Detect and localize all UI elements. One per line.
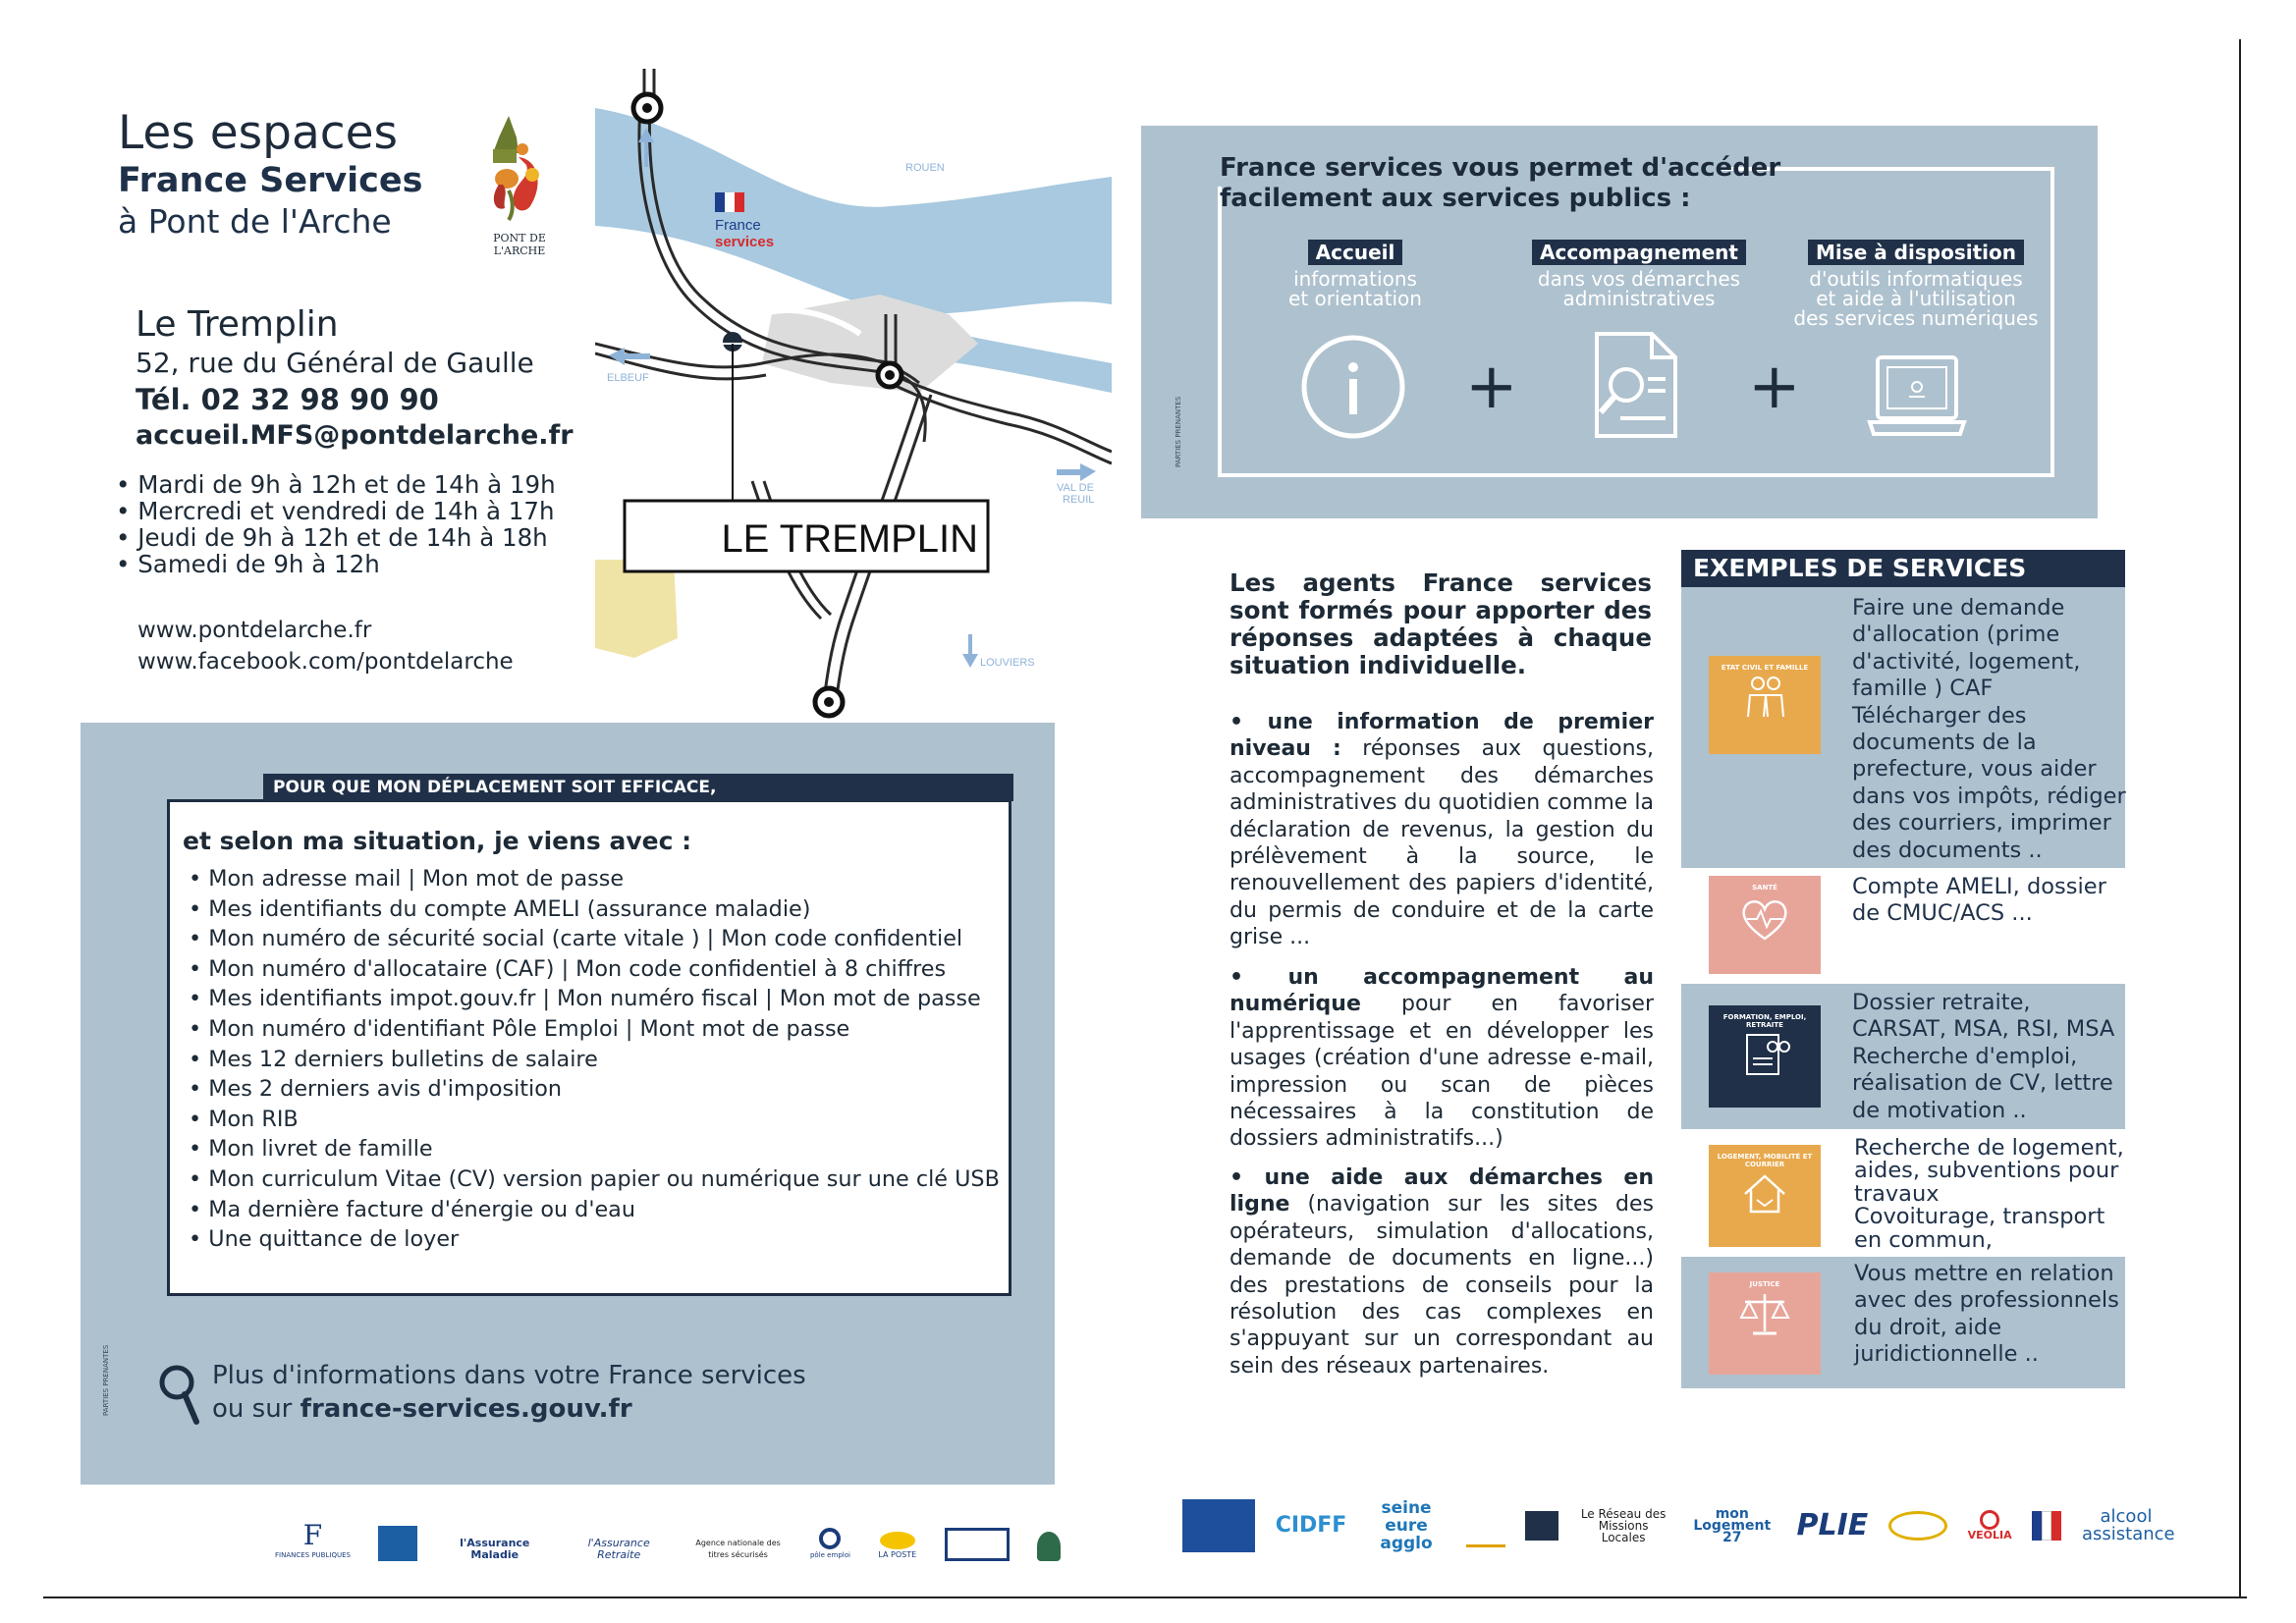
- service-desc: d'outils informatiques et aide à l'utilisation des services numériques: [1793, 267, 2039, 330]
- justice-logo: [1037, 1532, 1061, 1561]
- hours-item: • Samedi de 9h à 12h: [116, 551, 556, 577]
- service-desc: dans vos démarches administratives: [1537, 267, 1741, 310]
- assurance-maladie-logo: l'Assurance Maladie: [460, 1537, 530, 1561]
- heart-icon: [1737, 892, 1792, 947]
- la-poste-logo: LA POSTE: [878, 1532, 916, 1561]
- agents-intro: Les agents France services sont formés pour apporter des réponses adaptées à chaque situation individuelle.: [1230, 568, 1652, 679]
- list-item: • Ma dernière facture d'énergie ou d'eau: [189, 1195, 1000, 1225]
- list-item: • Une quittance de loyer: [189, 1224, 1000, 1255]
- list-item: • Mon livret de famille: [189, 1134, 1000, 1164]
- agents-point: • une aide aux démarches en ligne (navigation sur les sites des opérateurs, simulation d'allocations, demande de documents en ligne...) des prestations de conseils pour la résolution des cas complexes en s'appuyant sur un correspondant au sein des réseaux partenaires.: [1230, 1165, 1654, 1379]
- checklist-subheading: et selon ma situation, je viens avec :: [183, 827, 692, 855]
- example-text: Compte AMELI, dossier de CMUC/ACS ...: [1852, 874, 2106, 927]
- agents-point: • une information de premier niveau : réponses aux questions, accompagnement des démarches administratives du quotidien comme la déclaration de revenus, la gestion du prélèvement à la source, le renouvellement des papiers d'identité, du permis de conduire et de la carte grise ...: [1230, 710, 1654, 950]
- service-accueil: [1277, 240, 1434, 308]
- street-address: 52, rue du Général de Gaulle: [136, 347, 534, 379]
- veolia-logo: VEOLIA: [1968, 1510, 2012, 1542]
- heading-line-3: à Pont de l'Arche: [118, 202, 392, 241]
- document-search-icon: [1591, 330, 1681, 440]
- service-label: Mise à disposition: [1808, 240, 2024, 265]
- info-icon: [1298, 332, 1408, 442]
- partner-blue-logo: [1182, 1499, 1255, 1552]
- heading-line-2: France Services: [118, 161, 423, 200]
- partner-yellow-logo: [1888, 1511, 1947, 1541]
- list-item: • Mes identifiants impot.gouv.fr | Mon numéro fiscal | Mon mot de passe: [189, 984, 1000, 1014]
- website-link[interactable]: www.pontdelarche.fr: [137, 618, 372, 643]
- list-item: • Mon curriculum Vitae (CV) version papier ou numérique sur une clé USB: [189, 1164, 1000, 1195]
- checklist-heading: POUR QUE MON DÉPLACEMENT SOIT EFFICACE,: [263, 774, 1013, 801]
- page-border-right: [2239, 39, 2241, 1598]
- example-category-tile: FORMATION, EMPLOI, RETRAITE: [1709, 1005, 1821, 1108]
- document-list: [189, 864, 1000, 1255]
- label-val-de-reuil: VAL DE: [1057, 482, 1094, 494]
- hours-item: • Jeudi de 9h à 12h et de 14h à 18h: [116, 524, 556, 551]
- caf-logo: [378, 1526, 417, 1561]
- list-item: • Mon numéro d'identifiant Pôle Emploi | Mont mot de passe: [189, 1014, 1000, 1045]
- vertical-caption: PARTIES PRENANTES: [1175, 396, 1182, 467]
- services-title: France services vous permet d'accéder facilement aux services publics :: [1220, 153, 1781, 213]
- laptop-icon: [1866, 352, 1968, 440]
- service-label: Accueil: [1308, 240, 1403, 265]
- logo-caption: PONT DE L'ARCHE: [493, 232, 546, 257]
- ch-logo: [1525, 1511, 1558, 1541]
- map-brand-line2: services: [715, 234, 775, 250]
- arrow-down-icon: [962, 634, 978, 668]
- map-brand-line1: France: [715, 217, 761, 234]
- phone-number: Tél. 02 32 98 90 90: [136, 383, 439, 416]
- hours-item: • Mardi de 9h à 12h et de 14h à 19h: [116, 471, 556, 498]
- missions-locales-logo: Le Réseau des Missions Locales: [1580, 1507, 1667, 1544]
- france-services-link[interactable]: france-services.gouv.fr: [300, 1394, 632, 1424]
- plie-logo: PLIE: [1796, 1508, 1869, 1542]
- examples-heading: EXEMPLES DE SERVICES: [1681, 550, 2125, 587]
- list-item: • Mon adresse mail | Mon mot de passe: [189, 864, 1000, 894]
- venue-name: Le Tremplin: [136, 304, 339, 345]
- partners-left: [275, 1502, 1061, 1561]
- service-accompagnement: [1526, 240, 1752, 308]
- hours-item: • Mercredi et vendredi de 14h à 17h: [116, 498, 556, 524]
- pole-emploi-logo: pôle emploi: [810, 1528, 850, 1561]
- example-text: Faire une demande d'allocation (prime d'activité, logement, famille ) CAF Télécharger des documents de la prefecture, vous aider dans vos impôts, rédiger des courriers, imprimer des documents ..: [1852, 595, 2126, 863]
- example-text: Recherche de logement, aides, subventions pour travaux Covoiturage, transport en commun,: [1854, 1135, 2124, 1253]
- family-icon: [1740, 672, 1789, 721]
- heading-line-1: Les espaces: [118, 106, 398, 160]
- location-map: [595, 69, 1112, 722]
- address-block: [136, 304, 574, 451]
- river: [595, 108, 1112, 314]
- websites: [137, 615, 514, 677]
- service-desc: informations et orientation: [1288, 267, 1422, 310]
- email-address[interactable]: accueil.MFS@pontdelarche.fr: [136, 420, 574, 451]
- plus-sign: +: [1465, 351, 1518, 423]
- assurance-retraite-logo: l'Assurance Retraite: [587, 1537, 650, 1561]
- example-text: Vous mettre en relation avec des professionnels du droit, aide juridictionnelle ..: [1854, 1261, 2119, 1368]
- partners-right: [1182, 1492, 2175, 1559]
- msa-logo: [945, 1528, 1010, 1561]
- label-louviers: LOUVIERS: [980, 657, 1035, 669]
- alcool-assistance-logo: alcool assistance: [2081, 1506, 2175, 1544]
- arrow-right-icon: [1057, 463, 1096, 481]
- list-item: • Mes identifiants du compte AMELI (assurance maladie): [189, 894, 1000, 925]
- example-category-tile: SANTÉ: [1709, 876, 1821, 974]
- seine-eure-logo: seine eure agglo: [1380, 1498, 1433, 1553]
- magnifier-icon: [157, 1363, 202, 1426]
- example-category-tile: LOGEMENT, MOBILITÉ ET COURRIER: [1709, 1145, 1821, 1247]
- label-rouen: ROUEN: [905, 162, 945, 174]
- list-item: • Mon RIB: [189, 1105, 1000, 1135]
- label-elbeuf: ELBEUF: [607, 372, 649, 384]
- vertical-caption: PARTIES PRENANTES: [102, 1344, 110, 1416]
- house-icon: [1739, 1168, 1790, 1219]
- opening-hours: [116, 471, 556, 577]
- example-category-tile: ETAT CIVIL ET FAMILLE: [1709, 656, 1821, 754]
- example-category-tile: JUSTICE: [1709, 1272, 1821, 1375]
- finances-publiques-logo: F FINANCES PUBLIQUES: [275, 1519, 351, 1559]
- svg-text:REUIL: REUIL: [1063, 494, 1095, 506]
- ants-logo: Agence nationale des titres sécurisés: [695, 1539, 781, 1559]
- cv-icon: [1739, 1029, 1790, 1080]
- example-text: Dossier retraite, CARSAT, MSA, RSI, MSA Recherche d'emploi, réalisation de CV, lettre de motivation ..: [1852, 990, 2115, 1123]
- service-label: Accompagnement: [1532, 240, 1746, 265]
- service-mise-a-disposition: [1793, 240, 2039, 328]
- agents-point: • un accompagnement au numérique pour en favoriser l'apprentissage et en développer les usages (création d'une adresse e-mail, impression ou scan de pièces nécessaires à la constitution de dossiers administratifs...): [1230, 965, 1654, 1152]
- more-info: Plus d'informations dans votre France services ou sur france-services.gouv.fr: [212, 1361, 806, 1424]
- plus-sign: +: [1748, 351, 1801, 423]
- list-item: • Mes 2 derniers avis d'imposition: [189, 1074, 1000, 1105]
- dynamique-logo: [1466, 1505, 1505, 1547]
- cidff-logo: CIDFF: [1275, 1513, 1347, 1538]
- list-item: • Mes 12 derniers bulletins de salaire: [189, 1045, 1000, 1075]
- scales-icon: [1737, 1288, 1792, 1339]
- page-border-bottom: [43, 1596, 2247, 1598]
- mon-logement-logo: mon Logement 27: [1693, 1506, 1772, 1545]
- facebook-link[interactable]: www.facebook.com/pontdelarche: [137, 649, 514, 675]
- list-item: • Mon numéro d'allocataire (CAF) | Mon code confidentiel à 8 chiffres: [189, 954, 1000, 985]
- svg-text:LE TREMPLIN: LE TREMPLIN: [721, 517, 978, 561]
- yellow-area: [595, 560, 678, 658]
- armee-logo: [2032, 1511, 2061, 1541]
- list-item: • Mon numéro de sécurité social (carte vitale ) | Mon code confidentiel: [189, 924, 1000, 954]
